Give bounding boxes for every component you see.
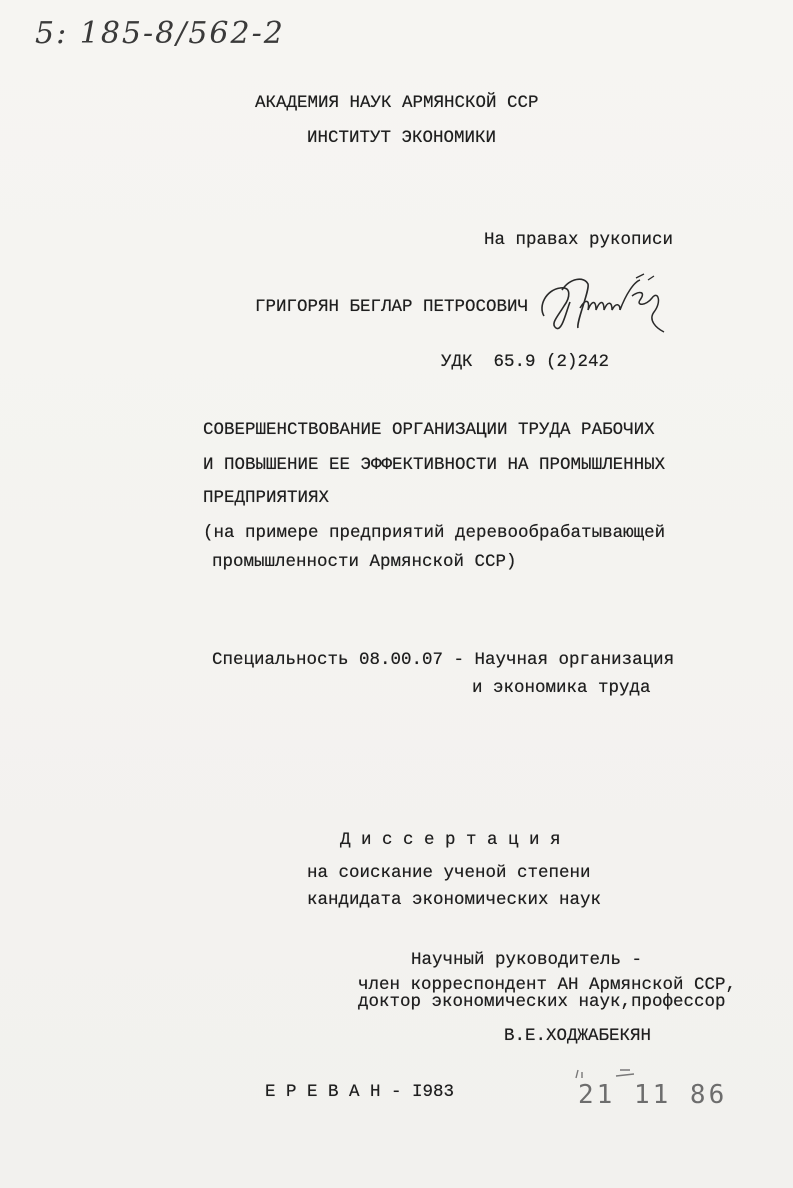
author-name: ГРИГОРЯН БЕГЛАР ПЕТРОСОВИЧ bbox=[255, 297, 529, 317]
date-stamp: 21 11 86 bbox=[578, 1080, 728, 1110]
author-signature bbox=[536, 272, 668, 338]
title-line-3: ПРЕДПРИЯТИЯХ bbox=[203, 488, 330, 508]
title-line-1: СОВЕРШЕНСТВОВАНИЕ ОРГАНИЗАЦИИ ТРУДА РАБОЧИХ bbox=[203, 420, 655, 440]
dissertation-label: Д и с с е р т а ц и я bbox=[340, 830, 561, 850]
specialty-line-1: Специальность 08.00.07 - Научная организация bbox=[212, 650, 675, 670]
city-year: Е Р Е В А Н - I983 bbox=[265, 1082, 455, 1102]
subtitle-line-1: (на примере предприятий деревообрабатывающей bbox=[203, 523, 666, 543]
title-line-2: И ПОВЫШЕНИЕ ЕЕ ЭФФЕКТИВНОСТИ НА ПРОМЫШЛЕННЫХ bbox=[203, 455, 666, 475]
udc-code: УДК 65.9 (2)242 bbox=[441, 352, 610, 372]
academy-name: АКАДЕМИЯ НАУК АРМЯНСКОЙ ССР bbox=[255, 93, 539, 113]
degree-purpose-line-2: кандидата экономических наук bbox=[307, 890, 602, 910]
manuscript-rights-note: На правах рукописи bbox=[484, 230, 674, 250]
handwritten-catalog-note: 5: 185-8/562-2 bbox=[35, 16, 285, 51]
institute-name: ИНСТИТУТ ЭКОНОМИКИ bbox=[307, 128, 497, 148]
stamp-marks bbox=[572, 1066, 722, 1080]
supervisor-name: В.Е.ХОДЖАБЕКЯН bbox=[504, 1026, 652, 1046]
supervisor-label: Научный руководитель - bbox=[411, 950, 643, 970]
subtitle-line-2: промышленности Армянской ССР) bbox=[212, 552, 517, 572]
supervisor-position-line-1: член корреспондент АН Армянской ССР, bbox=[358, 975, 737, 995]
degree-purpose-line-1: на соискание ученой степени bbox=[307, 863, 591, 883]
supervisor-position-line-2: доктор экономических наук,профессор bbox=[358, 992, 726, 1012]
specialty-line-2: и экономика труда bbox=[472, 678, 651, 698]
